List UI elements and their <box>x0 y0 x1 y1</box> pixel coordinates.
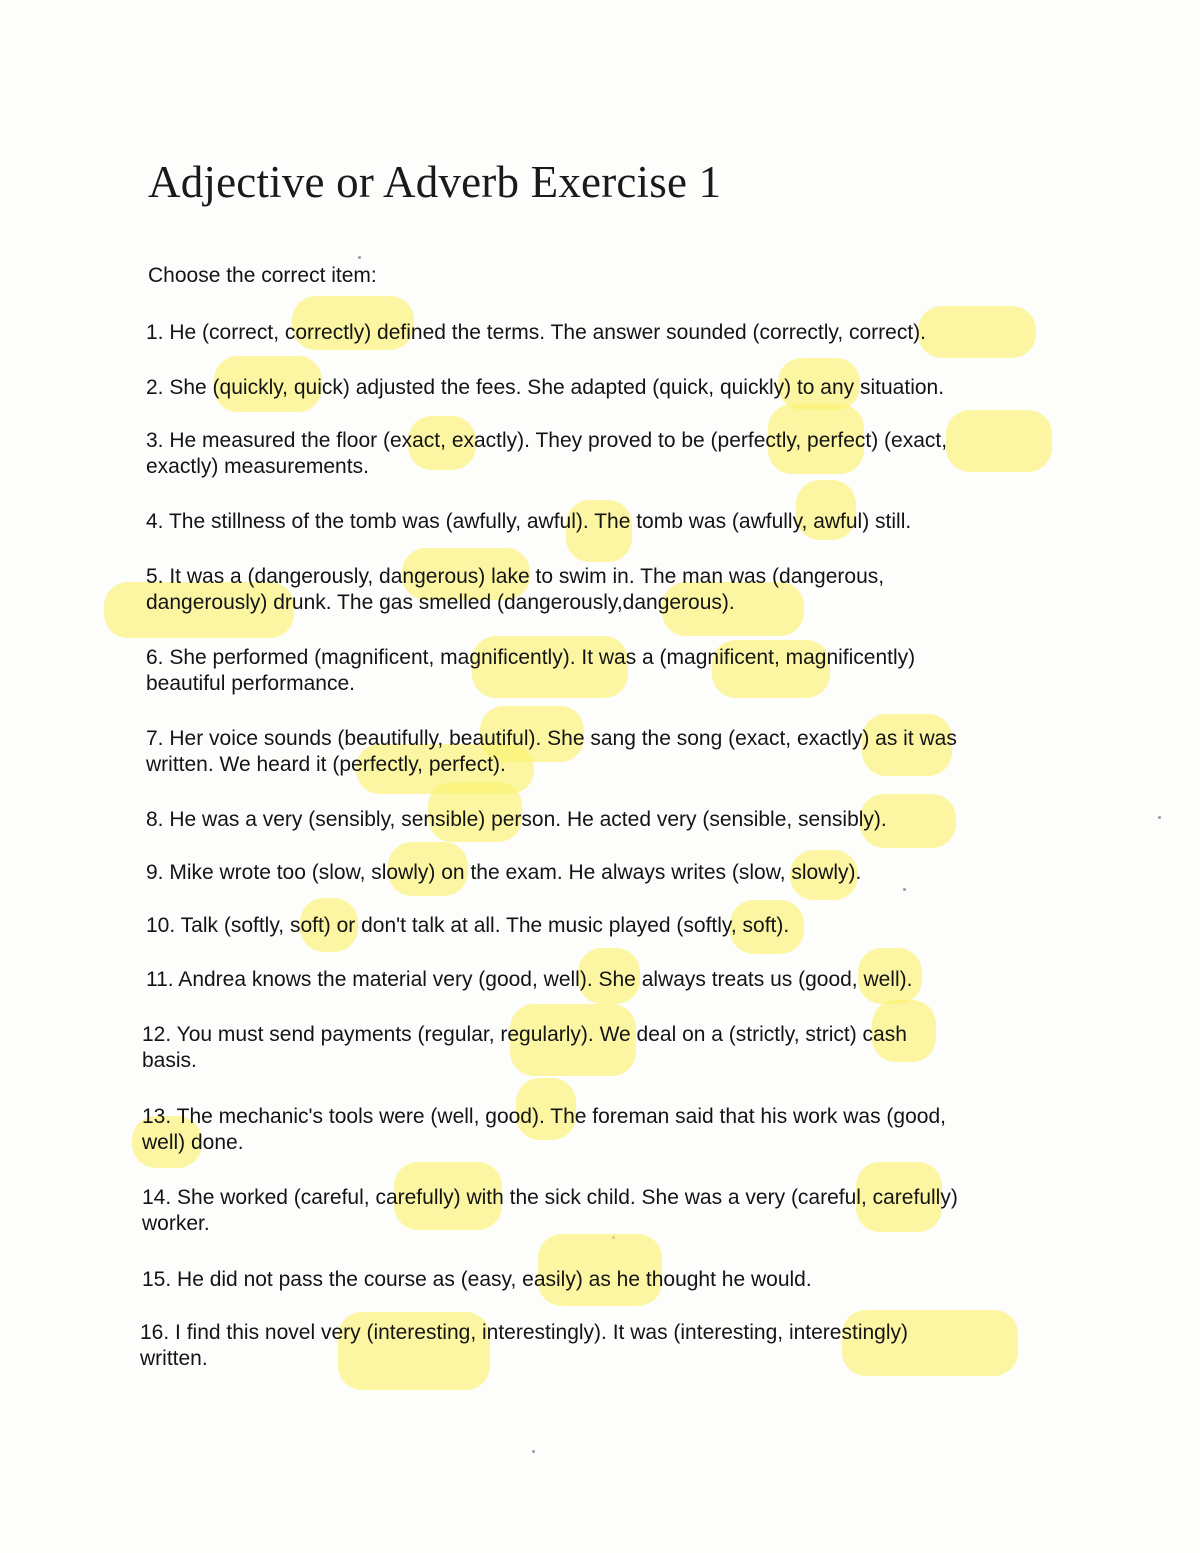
exercise-line: 15. He did not pass the course as (easy, easily) as he thought he would. <box>142 1268 812 1291</box>
exercise-item <box>142 1185 1062 1237</box>
exercise-line: 1. He (correct, correctly) defined the terms. The answer sounded (correctly, correct). <box>146 321 927 344</box>
exercise-line: 12. You must send payments (regular, regularly). We deal on a (strictly, strict) cash <box>142 1023 907 1046</box>
exercise-line: 4. The stillness of the tomb was (awfully, awful). The tomb was (awfully, awful) still. <box>146 510 912 533</box>
exercise-item <box>142 1104 1062 1156</box>
exercise-item <box>146 807 1066 833</box>
page-title: Adjective or Adverb Exercise 1 <box>148 157 722 207</box>
exercise-item <box>146 726 1066 778</box>
exercise-line: beautiful performance. <box>146 672 355 695</box>
exercise-line: exactly) measurements. <box>146 455 369 478</box>
exercise-line: 6. She performed (magnificent, magnificently). It was a (magnificent, magnificently) <box>146 646 916 669</box>
exercise-item <box>146 428 1066 480</box>
exercise-line: written. We heard it (perfectly, perfect). <box>146 753 506 776</box>
exercise-line: basis. <box>142 1049 197 1072</box>
instruction-text: Choose the correct item: <box>148 264 377 287</box>
exercise-line: 5. It was a (dangerously, dangerous) lake to swim in. The man was (dangerous, <box>146 565 885 588</box>
exercise-line: 16. I find this novel very (interesting, interestingly). It was (interesting, interestingly) <box>140 1321 908 1344</box>
exercise-item <box>146 320 1066 346</box>
scan-speck <box>1158 816 1161 819</box>
exercise-line: dangerously) drunk. The gas smelled (dangerously,dangerous). <box>146 591 735 614</box>
exercise-item <box>146 375 1066 401</box>
exercise-line: 13. The mechanic's tools were (well, good). The foreman said that his work was (good, <box>142 1105 946 1128</box>
exercise-item <box>146 913 1066 939</box>
exercise-line: well) done. <box>142 1131 244 1154</box>
exercise-item <box>146 967 1066 993</box>
exercise-item <box>146 860 1066 886</box>
exercise-line: written. <box>140 1347 208 1370</box>
exercise-line: 14. She worked (careful, carefully) with the sick child. She was a very (careful, carefully) <box>142 1186 958 1209</box>
exercise-item <box>140 1320 1060 1372</box>
exercise-item <box>142 1267 1062 1293</box>
scan-speck <box>358 256 361 259</box>
exercise-line: 10. Talk (softly, soft) or don't talk at all. The music played (softly, soft). <box>146 914 790 937</box>
scan-speck <box>903 888 906 891</box>
exercise-item <box>146 564 1066 616</box>
exercise-line: 11. Andrea knows the material very (good, well). She always treats us (good, well). <box>146 968 913 991</box>
exercise-line: 8. He was a very (sensibly, sensible) person. He acted very (sensible, sensibly). <box>146 808 887 831</box>
exercise-line: 7. Her voice sounds (beautifully, beautiful). She sang the song (exact, exactly) as it was <box>146 727 957 750</box>
exercise-line: 3. He measured the floor (exact, exactly). They proved to be (perfectly, perfect) (exact, <box>146 429 948 452</box>
exercise-item <box>142 1022 1062 1074</box>
exercise-item <box>146 509 1066 535</box>
exercise-line: worker. <box>142 1212 210 1235</box>
scan-speck <box>532 1450 535 1453</box>
exercise-item <box>146 645 1066 697</box>
exercise-line: 9. Mike wrote too (slow, slowly) on the exam. He always writes (slow, slowly). <box>146 861 862 884</box>
exercise-line: 2. She (quickly, quick) adjusted the fees. She adapted (quick, quickly) to any situation. <box>146 376 945 399</box>
